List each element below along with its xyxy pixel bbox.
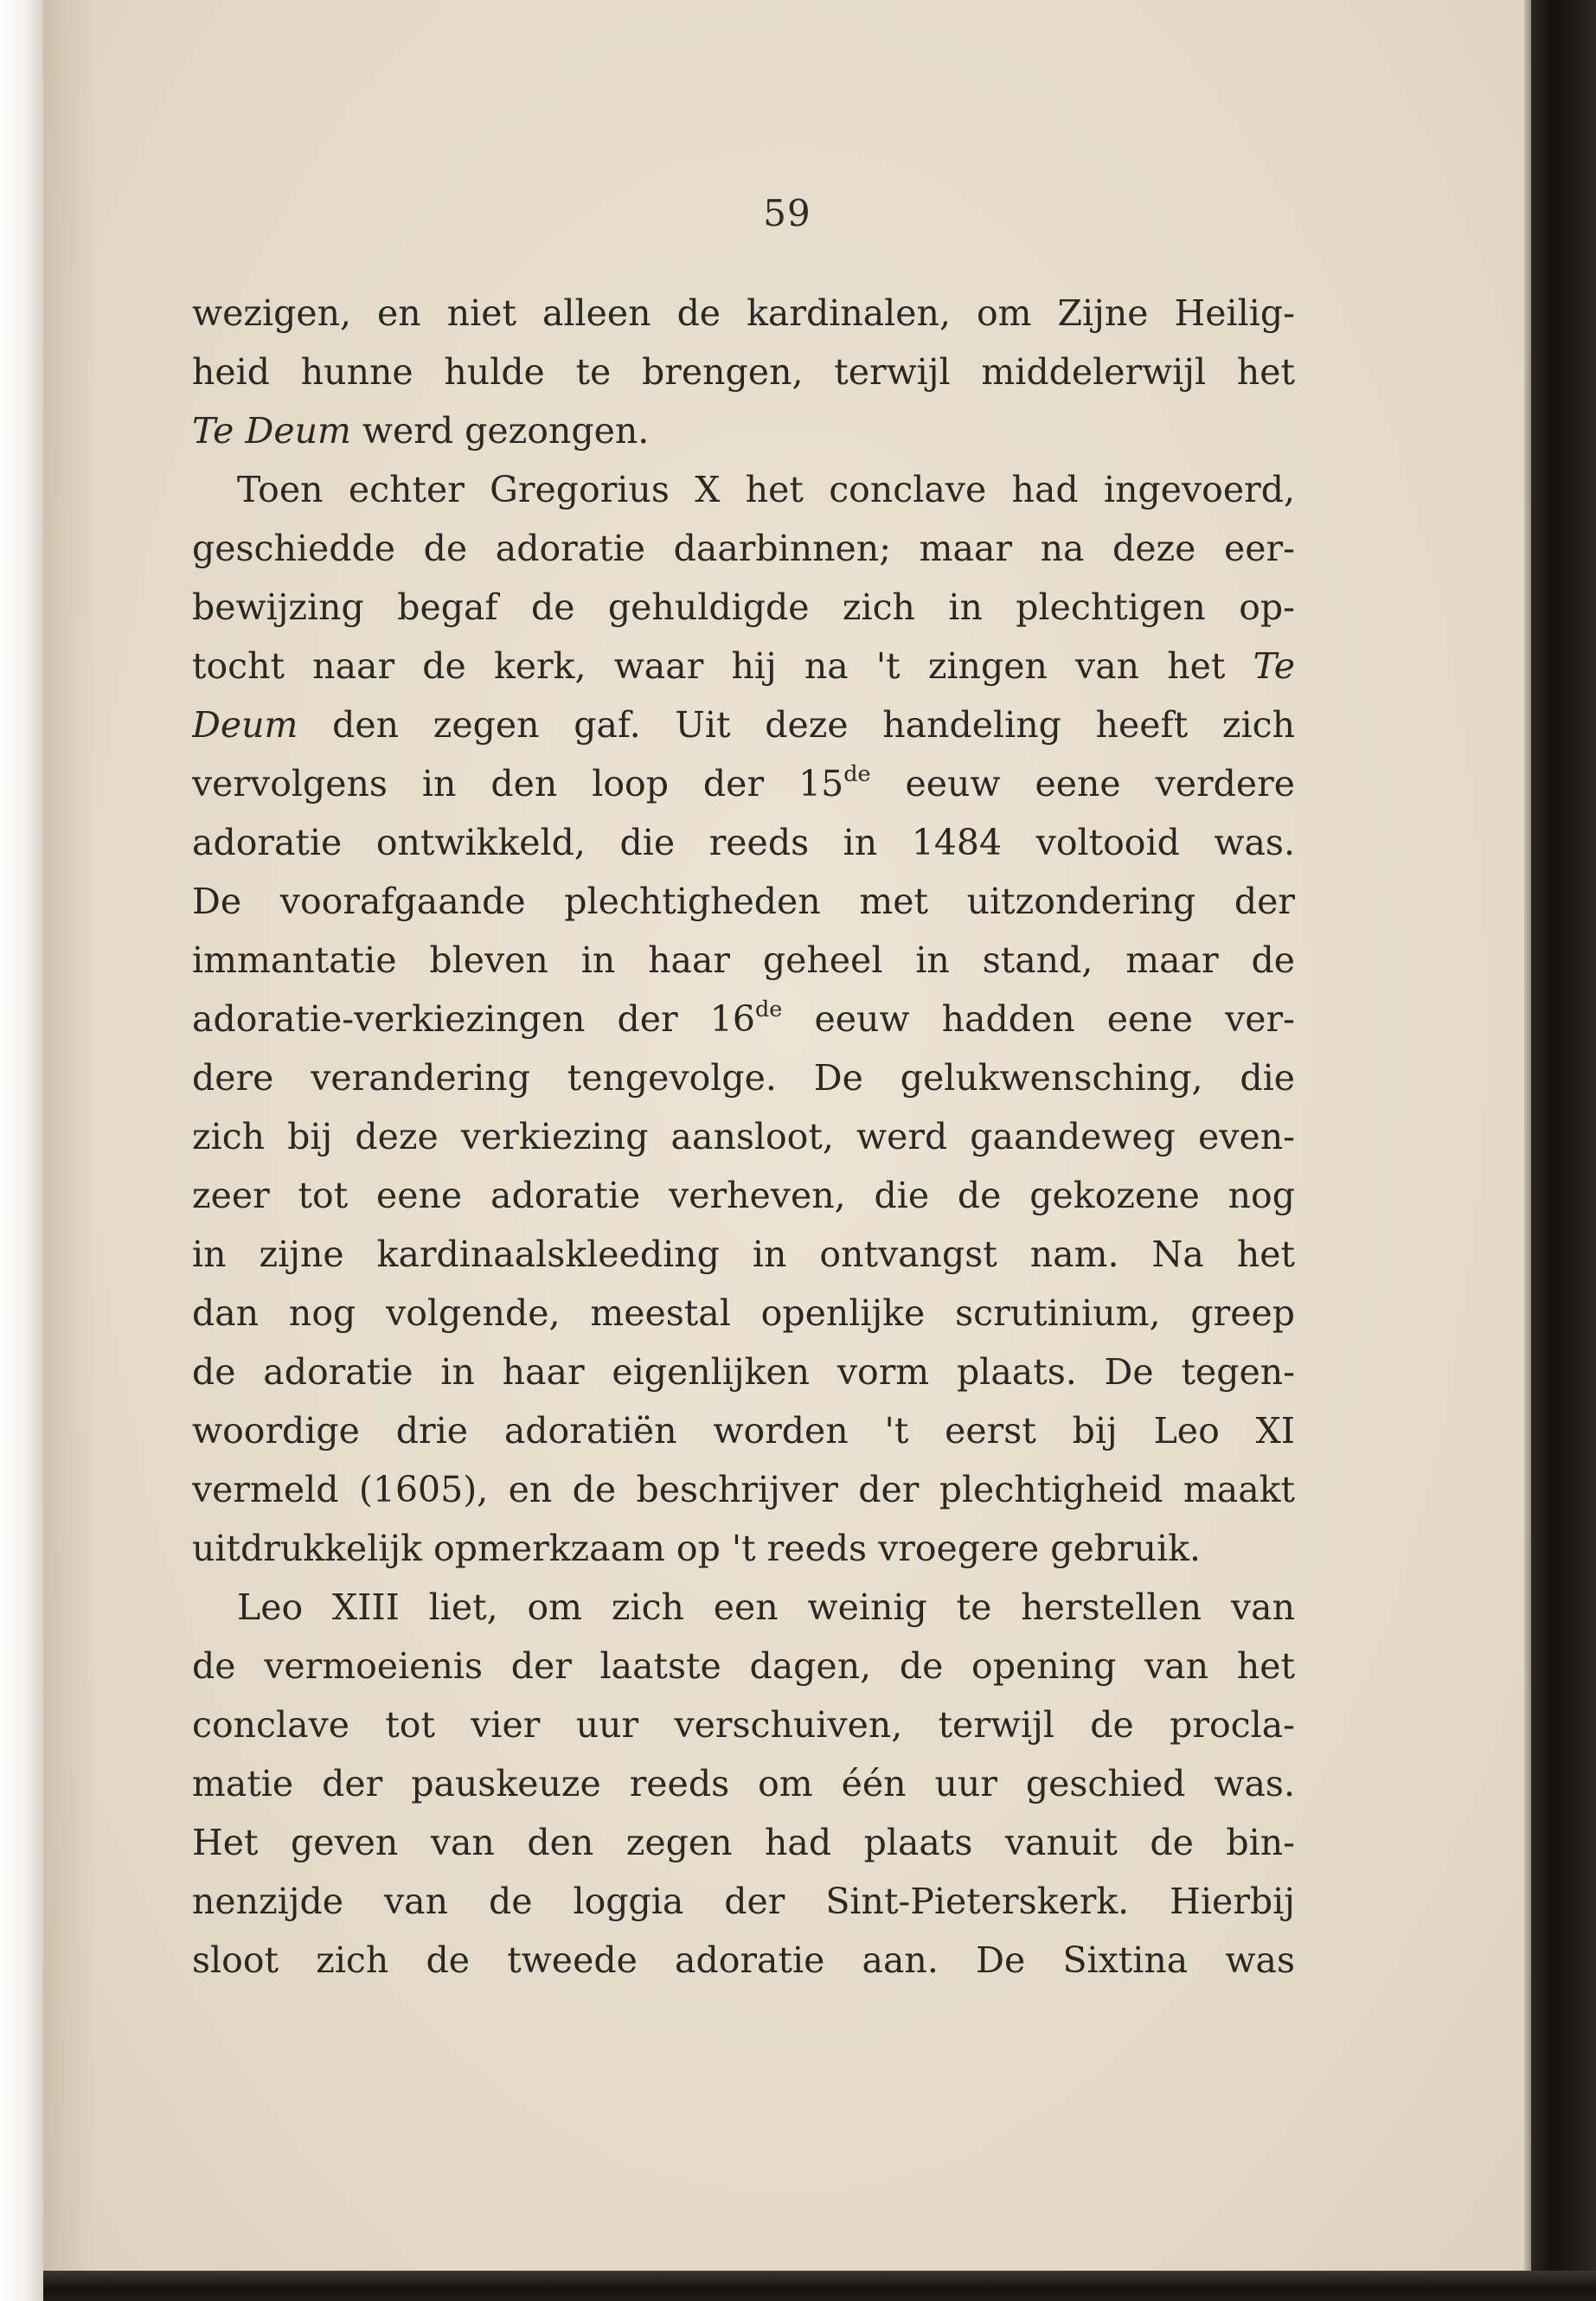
text-line xyxy=(192,931,1295,990)
text-line xyxy=(192,1695,1295,1754)
text-segment: De voorafgaande plechtigheden met uitzondering der xyxy=(192,881,1295,922)
text-line xyxy=(192,1107,1295,1166)
text-line xyxy=(192,1519,1295,1578)
italic-text: Te xyxy=(1253,645,1295,687)
text-segment: bewijzing begaf de gehuldigde zich in plechtigen op- xyxy=(192,586,1295,628)
text-line xyxy=(192,695,1295,754)
text-segment: de adoratie in haar eigenlijken vorm plaats. De tegen- xyxy=(192,1351,1295,1393)
page-gutter-shadow xyxy=(43,0,95,2271)
text-segment: immantatie bleven in haar geheel in stand, maar de xyxy=(192,939,1295,981)
text-line xyxy=(192,1637,1295,1695)
text-segment: zeer tot eene adoratie verheven, die de gekozene nog xyxy=(192,1175,1295,1216)
book-page xyxy=(43,0,1531,2271)
ordinal-suffix: de xyxy=(843,760,871,786)
page-number: 59 xyxy=(763,192,811,234)
text-segment: geschiedde de adoratie daarbinnen; maar na deze eer- xyxy=(192,528,1295,569)
body-text xyxy=(192,284,1295,1990)
book-cover-right xyxy=(1531,0,1596,2301)
text-segment: adoratie-verkiezingen der 16 xyxy=(192,998,755,1040)
text-segment: heid hunne hulde te brengen, terwijl middelerwijl het xyxy=(192,351,1295,393)
text-line xyxy=(192,1754,1295,1813)
text-line xyxy=(192,1813,1295,1872)
italic-text: Deum xyxy=(192,704,298,746)
text-segment: nenzijde van de loggia der Sint-Pieterskerk. Hierbij xyxy=(192,1881,1295,1922)
text-line xyxy=(192,813,1295,872)
text-segment: adoratie ontwikkeld, die reeds in 1484 voltooid was. xyxy=(192,822,1295,863)
text-segment: den zegen gaf. Uit deze handeling heeft zich xyxy=(298,704,1295,746)
text-line xyxy=(192,284,1295,343)
text-line xyxy=(192,1284,1295,1343)
italic-text: Te Deum xyxy=(192,410,351,452)
text-segment: zich bij deze verkiezing aansloot, werd gaandeweg even- xyxy=(192,1116,1295,1157)
text-segment: wezigen, en niet alleen de kardinalen, om Zijne Heilig- xyxy=(192,292,1295,334)
text-line xyxy=(192,1048,1295,1107)
text-segment: Leo XIII liet, om zich een weinig te herstellen van xyxy=(237,1586,1295,1628)
text-line xyxy=(192,754,1295,813)
text-segment: werd gezongen. xyxy=(350,410,650,452)
text-line xyxy=(192,1166,1295,1225)
text-line xyxy=(192,401,1295,460)
text-line xyxy=(192,990,1295,1048)
text-segment: vervolgens in den loop der 15 xyxy=(192,763,844,804)
scan-margin-left xyxy=(0,0,43,2301)
text-segment: in zijne kardinaalskleeding in ontvangst nam. Na het xyxy=(192,1234,1295,1275)
text-line xyxy=(192,519,1295,578)
text-segment: matie der pauskeuze reeds om één uur geschied was. xyxy=(192,1763,1295,1804)
text-segment: uitdrukkelijk opmerkzaam op 't reeds vroegere gebruik. xyxy=(192,1528,1201,1569)
text-segment: de vermoeienis der laatste dagen, de opening van het xyxy=(192,1645,1295,1687)
text-line xyxy=(192,1343,1295,1401)
text-segment: Toen echter Gregorius X het conclave had ingevoerd, xyxy=(237,469,1295,510)
text-segment: woordige drie adoratiën worden 't eerst bij Leo XI xyxy=(192,1410,1295,1452)
text-line xyxy=(192,1872,1295,1931)
text-segment: dan nog volgende, meestal openlijke scrutinium, greep xyxy=(192,1292,1295,1334)
text-line xyxy=(192,343,1295,401)
text-segment: eeuw eene verdere xyxy=(870,763,1295,804)
book-cover-bottom xyxy=(43,2271,1596,2301)
text-segment: conclave tot vier uur verschuiven, terwijl de procla- xyxy=(192,1704,1295,1746)
text-segment: eeuw hadden eene ver- xyxy=(782,998,1295,1040)
text-line xyxy=(192,637,1295,695)
text-segment: Het geven van den zegen had plaats vanuit de bin- xyxy=(192,1822,1295,1863)
paragraph-first-line xyxy=(192,460,1295,519)
text-line xyxy=(192,578,1295,637)
text-line xyxy=(192,1931,1295,1990)
text-line xyxy=(192,1401,1295,1460)
text-line xyxy=(192,1460,1295,1519)
ordinal-suffix: de xyxy=(754,995,783,1022)
text-segment: dere verandering tengevolge. De gelukwensching, die xyxy=(192,1057,1295,1099)
paragraph-first-line xyxy=(192,1578,1295,1637)
text-line xyxy=(192,872,1295,931)
text-segment: tocht naar de kerk, waar hij na 't zingen van het xyxy=(192,645,1253,687)
text-segment: vermeld (1605), en de beschrijver der plechtigheid maakt xyxy=(192,1469,1295,1510)
text-line xyxy=(192,1225,1295,1284)
text-segment: sloot zich de tweede adoratie aan. De Sixtina was xyxy=(192,1939,1295,1981)
